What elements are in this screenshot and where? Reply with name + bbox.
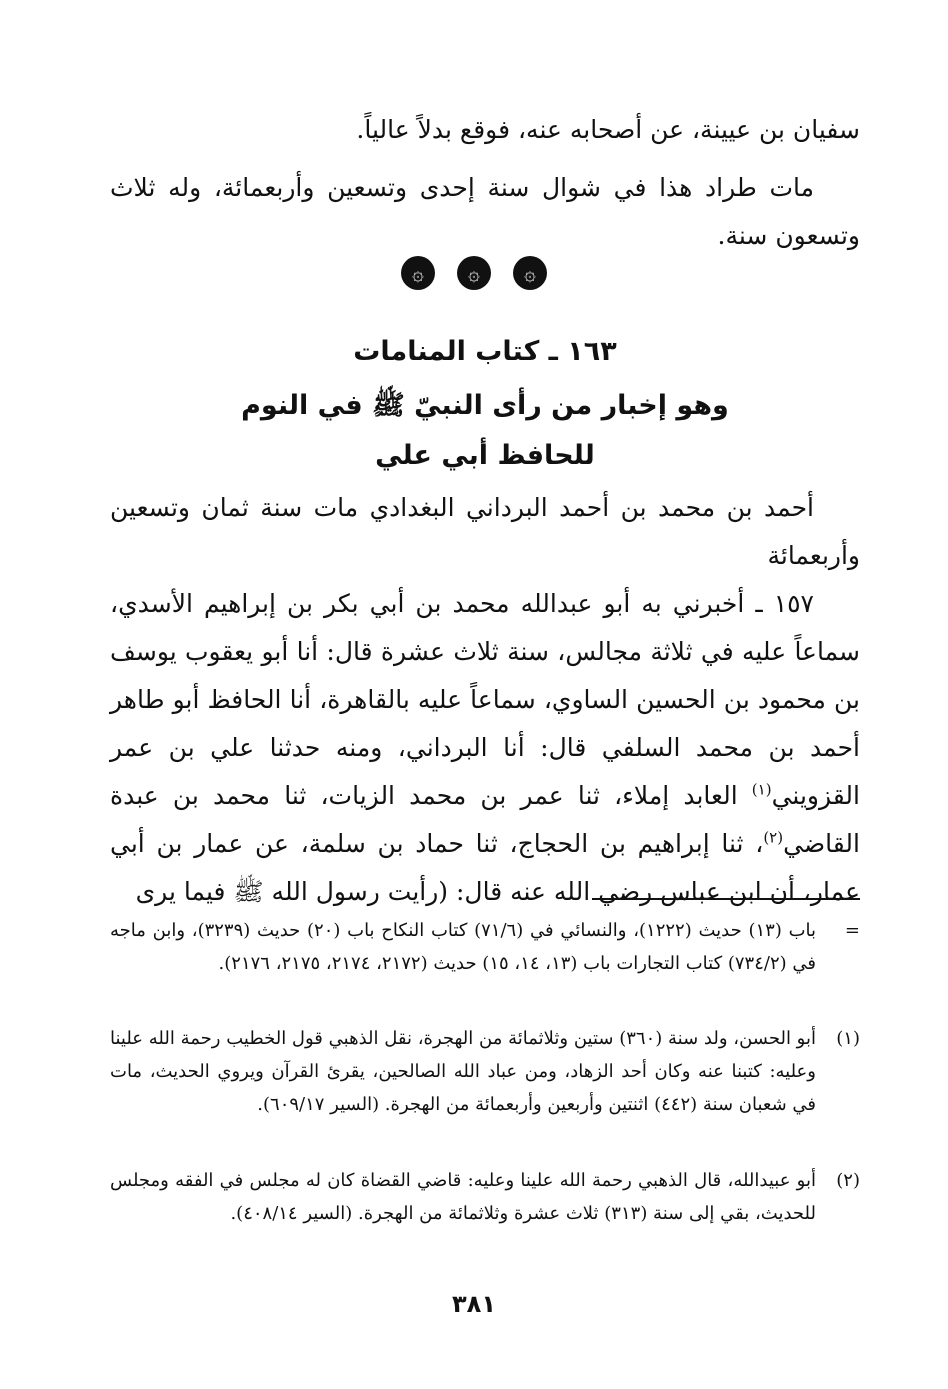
- hadith-157: [110, 580, 860, 916]
- author-biography: أحمد بن محمد بن أحمد البرداني البغدادي مات سنة ثمان وتسعين وأربعمائة: [110, 493, 860, 570]
- footnote-mark: (٢): [836, 1170, 860, 1191]
- footnote-text: أبو عبيدالله، قال الذهبي رحمة الله علينا وعليه: قاضي القضاة كان له مجلس في الفقه ومجلس للحديث، بقي إلى سنة (٣١٣) ثلاث عشرة وثلاثمائة من الهجرة. (السير ٤٠٨/١٤).: [110, 1170, 816, 1224]
- footnote-ref-2: (٢): [763, 828, 784, 847]
- hadith-text-1: ١٥٧ ـ أخبرني به أبو عبدالله محمد بن أبي بكر بن إبراهيم الأسدي، سماعاً عليه في ثلاثة مجالس، سنة ثلاث عشرة قال: أنا أبو يعقوب يوسف بن محمود بن الحسين الساوي، سماعاً عليه بالقاهرة، أنا الحافظ أبو طاهر أحمد بن محمد السلفي قال: أنا البرداني، ومنه حدثنا علي بن عمر القزويني: [110, 589, 860, 810]
- footnote-2: [110, 1164, 860, 1230]
- footnote-mark: =: [844, 920, 860, 941]
- section-divider: [0, 256, 948, 290]
- footnote-mark: (١): [836, 1028, 860, 1049]
- paragraph-death-note: مات طراد هذا في شوال سنة إحدى وتسعين وأربعمائة، وله ثلاث وتسعون سنة.: [110, 173, 860, 250]
- paragraph-continuation: سفيان بن عيينة، عن أصحابه عنه، فوقع بدلاً عالياً.: [356, 115, 860, 144]
- chapter-title: ١٦٣ ـ كتاب المنامات: [353, 336, 617, 367]
- ornament-icon: ۞: [513, 256, 547, 290]
- page-number: ٣٨١: [452, 1290, 496, 1318]
- chapter-subtitle: وهو إخبار من رأى النبيّ ﷺ في النوم: [241, 390, 729, 421]
- footnote-continuation: [110, 914, 860, 980]
- footnote-text: أبو الحسن، ولد سنة (٣٦٠) ستين وثلاثمائة من الهجرة، نقل الذهبي قول الخطيب رحمة الله علينا وعليه: كتبنا عنه وكان أحد الزهاد، ومن عباد الله الصالحين، يقرئ القرآن ويروي الحديث، مات في شعبان سنة (٤٤٢) اثنتين وأربعين وأربعمائة من الهجرة. (السير ٦٠٩/١٧).: [110, 1028, 816, 1115]
- footnote-1: [110, 1022, 860, 1121]
- ornament-icon: ۞: [401, 256, 435, 290]
- chapter-author: للحافظ أبي علي: [375, 440, 595, 471]
- footnote-ref-1: (١): [751, 780, 772, 799]
- hadith-text-2: العابد إملاء، ثنا عمر بن محمد الزيات، ثنا محمد بن عبدة القاضي: [110, 781, 860, 858]
- hadith-text-3: ، ثنا إبراهيم بن الحجاج، ثنا حماد بن سلمة، عن عمار بن أبي عمار، أن ابن عباس رضي الله عنه قال: (رأيت رسول الله ﷺ فيما يرى: [110, 829, 860, 906]
- footnote-separator: [592, 898, 860, 900]
- ornament-icon: ۞: [457, 256, 491, 290]
- footnote-text: باب (١٣) حديث (١٢٢٢)، والنسائي في (٧١/٦) كتاب النكاح باب (٢٠) حديث (٣٢٣٩)، وابن ماجه في (٧٣٤/٢) كتاب التجارات باب (١٣، ١٤، ١٥) حديث (٢١٧٢، ٢١٧٤، ٢١٧٥، ٢١٧٦).: [110, 920, 817, 974]
